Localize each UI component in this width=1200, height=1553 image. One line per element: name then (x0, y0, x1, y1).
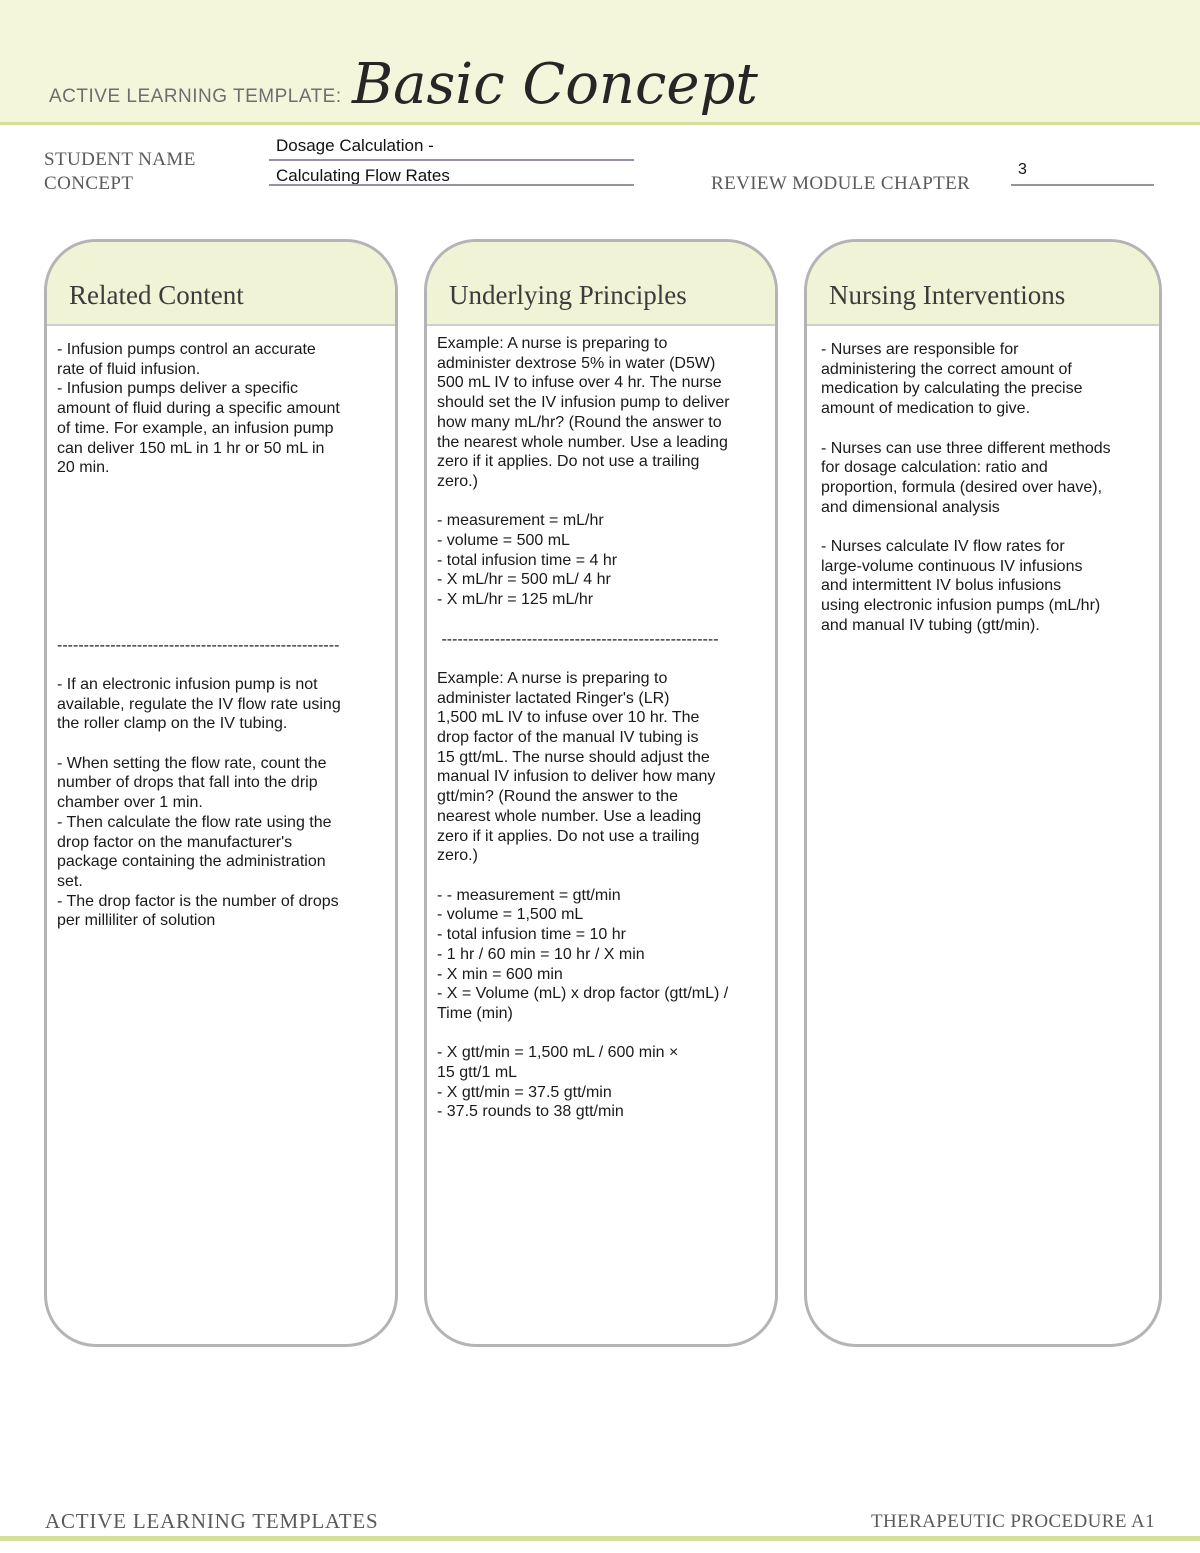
panel-header (807, 242, 1159, 326)
review-module-label: REVIEW MODULE CHAPTER (711, 173, 971, 194)
review-module-underline (1011, 184, 1154, 186)
panel-title: Related Content (69, 279, 244, 310)
student-name-field[interactable]: Dosage Calculation - (276, 136, 434, 155)
page-title: Basic Concept (352, 52, 758, 117)
concept-underline (269, 184, 634, 186)
panel-text[interactable]: - Infusion pumps control an accurate rate of fluid infusion. - Infusion pumps deliver a specific amount of fluid during a specific amount of time. For example, an infusion pump can deliver 150 mL in 1 hr or 50 mL in 20 min. ----------------------------------------------------- - If an electronic infusion pump is not available, regulate the IV flow rate using the roller clamp on the IV tubing. - When setting the flow rate, count the number of drops that fall into the drip chamber over 1 min. - Then calculate the flow rate using the drop factor on the manufacturer's package containing the administration set. - The drop factor is the number of drops per milliliter of solution (57, 341, 341, 930)
panel-underlying-principles (424, 239, 778, 1347)
panel-header (47, 242, 395, 326)
review-module-field[interactable]: 3 (1018, 161, 1027, 178)
panel-title: Nursing Interventions (829, 279, 1066, 310)
student-name-underline (269, 159, 634, 161)
footer-band (0, 1536, 1200, 1541)
concept-field[interactable]: Calculating Flow Rates (276, 166, 450, 185)
concept-label: CONCEPT (44, 173, 134, 194)
panel-title: Underlying Principles (449, 279, 687, 310)
panel-text[interactable]: - Nurses are responsible for administering the correct amount of medication by calculating the precise amount of medication to give. - Nurses can use three different methods for dosage calculation: ratio and proportion, formula (desired over have), and dimensional analysis - Nurses calculate IV flow rates for large-volume continuous IV infusions and intermittent IV bolus infusions using electronic infusion pumps (mL/hr) and manual IV tubing (gtt/min). (821, 341, 1111, 634)
panel-text[interactable]: Example: A nurse is preparing to administer dextrose 5% in water (D5W) 500 mL IV to infuse over 4 hr. The nurse should set the IV infusion pump to deliver how many mL/hr? (Round the answer to the nearest whole number. Use a leading zero if it applies. Do not use a trailing zero.) - measurement = mL/hr - volume = 500 mL - total infusion time = 4 hr - X mL/hr = 500 mL/ 4 hr - X mL/hr = 125 mL/hr ---------------------------------------------------- Example: A nurse is preparing to administer lactated Ringer's (LR) 1,500 mL IV to infuse over 10 hr. The drop factor of the manual IV tubing is 15 gtt/mL. The nurse should adjust the manual IV infusion to deliver how many gtt/min? (Round the answer to the nearest whole number. Use a leading zero if it applies. Do not use a trailing zero.) - - measurement = gtt/min - volume = 1,500 mL - total infusion time = 10 hr - 1 hr / 60 min = 10 hr / X min - X min = 600 min - X = Volume (mL) x drop factor (gtt/mL) / Time (min) - X gtt/min = 1,500 mL / 600 min × 15 gtt/1 mL - X gtt/min = 37.5 gtt/min - 37.5 rounds to 38 gtt/min (437, 335, 730, 1121)
footer-left-label: ACTIVE LEARNING TEMPLATES (45, 1509, 379, 1533)
student-name-label: STUDENT NAME (44, 149, 196, 170)
panel-header (427, 242, 775, 326)
template-prefix: ACTIVE LEARNING TEMPLATE: (49, 86, 342, 107)
panel-related-content (44, 239, 398, 1347)
panel-nursing-interventions (804, 239, 1162, 1347)
footer-right-label: THERAPEUTIC PROCEDURE A1 (870, 1511, 1155, 1532)
